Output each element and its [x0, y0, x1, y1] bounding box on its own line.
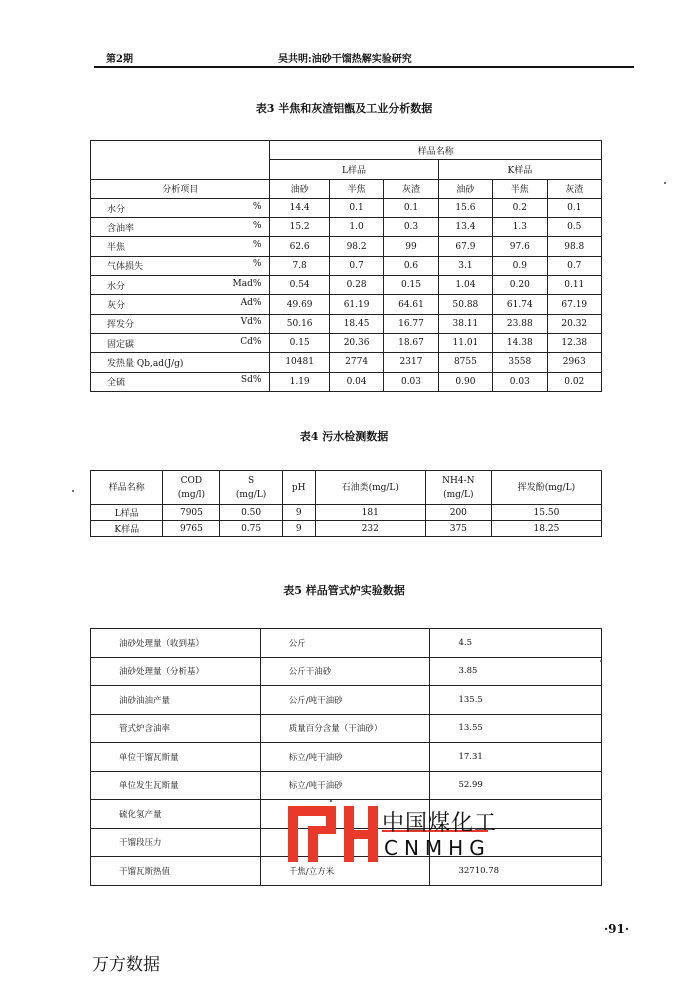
scan-speck	[600, 660, 602, 662]
table3-cell: 0.28	[329, 276, 383, 295]
table4-header-bottom: pH	[291, 482, 306, 493]
logo-bar	[308, 826, 318, 862]
table4-header-cell	[282, 471, 315, 505]
table3-cell: 50.16	[270, 314, 330, 333]
table5-cell: 干馏瓦斯热值	[91, 857, 261, 886]
table5-cell: 4.5	[430, 629, 602, 658]
table3	[90, 140, 602, 392]
table3-row-name: 发热量 Qb,ad(J/g)	[107, 358, 184, 369]
table-row	[91, 657, 602, 686]
table3-row-label	[91, 276, 270, 295]
table3-item-header: 分析项目	[91, 179, 270, 198]
table3-row-unit: Sd%	[240, 375, 262, 386]
table4-cell: 7905	[163, 505, 220, 521]
header-running-title: 吴共明:油砂干馏热解实验研究	[278, 54, 412, 65]
table3-cell: 1.3	[493, 218, 547, 237]
table3-row-label	[91, 218, 270, 237]
table5-cell: 千焦/立方米	[260, 857, 430, 886]
table3-cell: 98.8	[547, 237, 601, 256]
table3-cell: 8755	[438, 353, 492, 372]
table5-cell: 52.99	[430, 771, 602, 800]
table3-row-unit: Ad%	[240, 298, 262, 309]
table5-cell: 油砂油油产量	[91, 686, 261, 715]
table3-row-unit: Mad%	[232, 278, 262, 289]
table5-cell: 管式炉含油率	[91, 714, 261, 743]
table3-cell: 1.0	[329, 218, 383, 237]
table3-cell: 50.88	[438, 295, 492, 314]
table4-header-cell	[491, 471, 601, 505]
table3-body	[91, 198, 602, 391]
table4-header-bottom: 挥发酚(mg/L)	[517, 482, 576, 493]
table3-row-unit: Cd%	[240, 336, 262, 347]
table3-row-label	[91, 353, 270, 372]
table4-header-bottom: (mg/L)	[443, 489, 474, 500]
table3-cell: 0.02	[547, 372, 601, 391]
header-issue: 第2期	[106, 54, 133, 65]
source-label: 万方数据	[92, 955, 160, 975]
table3-cell: 14.38	[493, 333, 547, 352]
table4-cell: 232	[315, 521, 425, 537]
table3-cell: 0.03	[493, 372, 547, 391]
table3-row-label	[91, 198, 270, 217]
table3-row-unit: %	[252, 259, 262, 270]
table3-sample-name-header: 样品名称	[270, 141, 602, 160]
table3-subheader: 灰渣	[384, 179, 438, 198]
table5-cell: 单位干馏瓦斯量	[91, 743, 261, 772]
table3-cell: 61.19	[329, 295, 383, 314]
table3-row-label	[91, 372, 270, 391]
table3-cell: 2317	[384, 353, 438, 372]
table4-header-row	[91, 471, 602, 505]
table3-row-name: 水分	[107, 204, 126, 215]
table3-cell: 18.45	[329, 314, 383, 333]
table3-cell: 13.4	[438, 218, 492, 237]
table4-cell: K样品	[91, 521, 163, 537]
table4-cell: 9	[282, 505, 315, 521]
table-row	[91, 276, 602, 295]
scan-speck	[664, 182, 666, 184]
table5-cell: 硫化氢产量	[91, 800, 261, 829]
table3-cell: 49.69	[270, 295, 330, 314]
table3-cell: 0.1	[329, 198, 383, 217]
table3-corner	[91, 141, 270, 180]
table3-cell: 1.19	[270, 372, 330, 391]
table5-cell: 油砂处理量（收到基）	[91, 629, 261, 658]
table-row	[91, 256, 602, 275]
table3-row-name: 半焦	[107, 243, 126, 254]
table3-row-label	[91, 333, 270, 352]
table4-header-bottom: (mg/l)	[177, 489, 206, 500]
table-row	[91, 237, 602, 256]
table3-cell: 99	[384, 237, 438, 256]
table3-cell: 0.3	[384, 218, 438, 237]
table5-cell: 质量百分含量（干油砂）	[260, 714, 430, 743]
table5-cell: 公斤/吨干油砂	[260, 686, 430, 715]
table3-cell: 18.67	[384, 333, 438, 352]
table3-cell: 0.20	[493, 276, 547, 295]
table5-cell: 标立/吨干油砂	[260, 771, 430, 800]
table4-header-bottom: (mg/L)	[235, 489, 267, 500]
table3-cell: 0.90	[438, 372, 492, 391]
table4	[90, 470, 602, 537]
table3-row-unit: %	[252, 201, 262, 212]
table3-cell: 12.38	[547, 333, 601, 352]
table4-header	[91, 471, 602, 505]
table3-cell: 15.2	[270, 218, 330, 237]
table5-cell: 油砂处理量（分析基）	[91, 657, 261, 686]
table3-subheader: 灰渣	[547, 179, 601, 198]
table3-cell: 64.61	[384, 295, 438, 314]
table3-row-name: 气体损失	[107, 262, 144, 273]
table4-header-bottom: 样品名称	[108, 482, 145, 493]
table-row	[91, 295, 602, 314]
table3-cell: 10481	[270, 353, 330, 372]
table3-cell: 0.5	[547, 218, 601, 237]
table4-cell: 9765	[163, 521, 220, 537]
table4-cell: 181	[315, 505, 425, 521]
table3-row-label	[91, 256, 270, 275]
table5-cell: 公斤干油砂	[260, 657, 430, 686]
table-row	[91, 714, 602, 743]
table3-cell: 98.2	[329, 237, 383, 256]
page-number: ·91·	[604, 922, 630, 936]
table3-cell: 2963	[547, 353, 601, 372]
table5-cell: 135.5	[430, 686, 602, 715]
table3-cell: 0.04	[329, 372, 383, 391]
table3-row-name: 水分	[107, 281, 126, 292]
table3-row-name: 挥发分	[107, 320, 135, 331]
table3-cell: 23.88	[493, 314, 547, 333]
table4-header-bottom: 石油类(mg/L)	[341, 482, 399, 493]
table4-cell: L样品	[91, 505, 163, 521]
table4-cell: 375	[425, 521, 491, 537]
table4-header-cell	[163, 471, 220, 505]
table4-caption: 表4 污水检测数据	[299, 430, 389, 443]
table3-cell: 11.01	[438, 333, 492, 352]
scan-speck	[72, 490, 74, 492]
table3-cell: 62.6	[270, 237, 330, 256]
scan-speck	[330, 800, 332, 802]
table3-row-name: 全硫	[107, 378, 126, 389]
table3-group-l: L样品	[270, 160, 438, 179]
table-row	[91, 314, 602, 333]
table3-cell: 20.36	[329, 333, 383, 352]
table-row	[91, 505, 602, 521]
watermark-en: CNMHG	[384, 836, 491, 860]
table3-cell: 0.15	[270, 333, 330, 352]
table-row	[91, 198, 602, 217]
table-row	[91, 743, 602, 772]
table-row	[91, 771, 602, 800]
table5-cell: 32710.78	[430, 857, 602, 886]
table3-cell: 3.1	[438, 256, 492, 275]
table3-cell: 7.8	[270, 256, 330, 275]
header-rule	[94, 66, 634, 68]
table-row	[91, 521, 602, 537]
table4-cell: 15.50	[491, 505, 601, 521]
table5-cell: 3.85	[430, 657, 602, 686]
table4-cell: 18.25	[491, 521, 601, 537]
table3-row-unit: Vd%	[240, 317, 262, 328]
table4-header-top: NH4-N	[442, 475, 475, 486]
table3-subheader: 半焦	[493, 179, 547, 198]
table3-cell: 0.6	[384, 256, 438, 275]
table3-row-label	[91, 314, 270, 333]
table3-cell: 38.11	[438, 314, 492, 333]
table3-cell: 0.11	[547, 276, 601, 295]
table-row	[91, 686, 602, 715]
table4-header-cell	[91, 471, 163, 505]
table4-header-top: COD	[180, 475, 203, 486]
table3-subheader: 半焦	[329, 179, 383, 198]
table3-cell: 1.04	[438, 276, 492, 295]
table-row	[91, 629, 602, 658]
table-row	[91, 218, 602, 237]
watermark-cn: 中国煤化工	[382, 811, 498, 836]
table3-cell: 0.7	[547, 256, 601, 275]
table3-cell: 0.54	[270, 276, 330, 295]
table3-cell: 2774	[329, 353, 383, 372]
table3-cell: 15.6	[438, 198, 492, 217]
table4-header-cell	[425, 471, 491, 505]
table3-cell: 67.9	[438, 237, 492, 256]
table3-row-name: 固定碳	[107, 339, 135, 350]
table3-cell: 97.6	[493, 237, 547, 256]
table3-subheader-row	[91, 179, 602, 198]
table3-cell: 61.74	[493, 295, 547, 314]
table3-cell: 0.9	[493, 256, 547, 275]
table3-group-k: K样品	[438, 160, 601, 179]
table4-cell: 0.50	[220, 505, 282, 521]
table3-cell: 0.03	[384, 372, 438, 391]
table3-subheader: 油砂	[438, 179, 492, 198]
table4-body	[91, 505, 602, 537]
table3-row-label	[91, 237, 270, 256]
table-row	[91, 372, 602, 391]
table5-cell: 标立/吨干油砂	[260, 743, 430, 772]
table5-caption: 表5 样品管式炉实验数据	[283, 584, 405, 597]
table5-cell: 17.31	[430, 743, 602, 772]
table3-cell: 0.7	[329, 256, 383, 275]
table4-cell: 9	[282, 521, 315, 537]
table3-cell: 20.32	[547, 314, 601, 333]
logo-bar	[368, 806, 378, 862]
table4-header-cell	[220, 471, 282, 505]
table3-cell: 67.19	[547, 295, 601, 314]
table5-cell: 干馏段压力	[91, 828, 261, 857]
table4-header-cell	[315, 471, 425, 505]
table3-cell: 0.1	[384, 198, 438, 217]
table3-subheader: 油砂	[270, 179, 330, 198]
table3-cell: 3558	[493, 353, 547, 372]
table-row	[91, 333, 602, 352]
table3-cell: 0.15	[384, 276, 438, 295]
table3-caption: 表3 半焦和灰渣铝甑及工业分析数据	[255, 102, 433, 115]
table3-cell: 14.4	[270, 198, 330, 217]
table3-cell: 16.77	[384, 314, 438, 333]
table3-row-name: 灰分	[107, 301, 126, 312]
table3-row-name: 含油率	[107, 223, 135, 234]
table3-row-unit: %	[252, 220, 262, 231]
table5-cell: 单位发生瓦斯量	[91, 771, 261, 800]
table3-row-label	[91, 295, 270, 314]
table5-cell: 公斤	[260, 629, 430, 658]
table3-cell: 0.1	[547, 198, 601, 217]
table3-row-unit: %	[252, 240, 262, 251]
table-row	[91, 353, 602, 372]
table3-cell: 0.2	[493, 198, 547, 217]
table4-header-top: S	[248, 475, 255, 486]
table4-cell: 0.75	[220, 521, 282, 537]
table4-cell: 200	[425, 505, 491, 521]
table5-cell: 13.55	[430, 714, 602, 743]
